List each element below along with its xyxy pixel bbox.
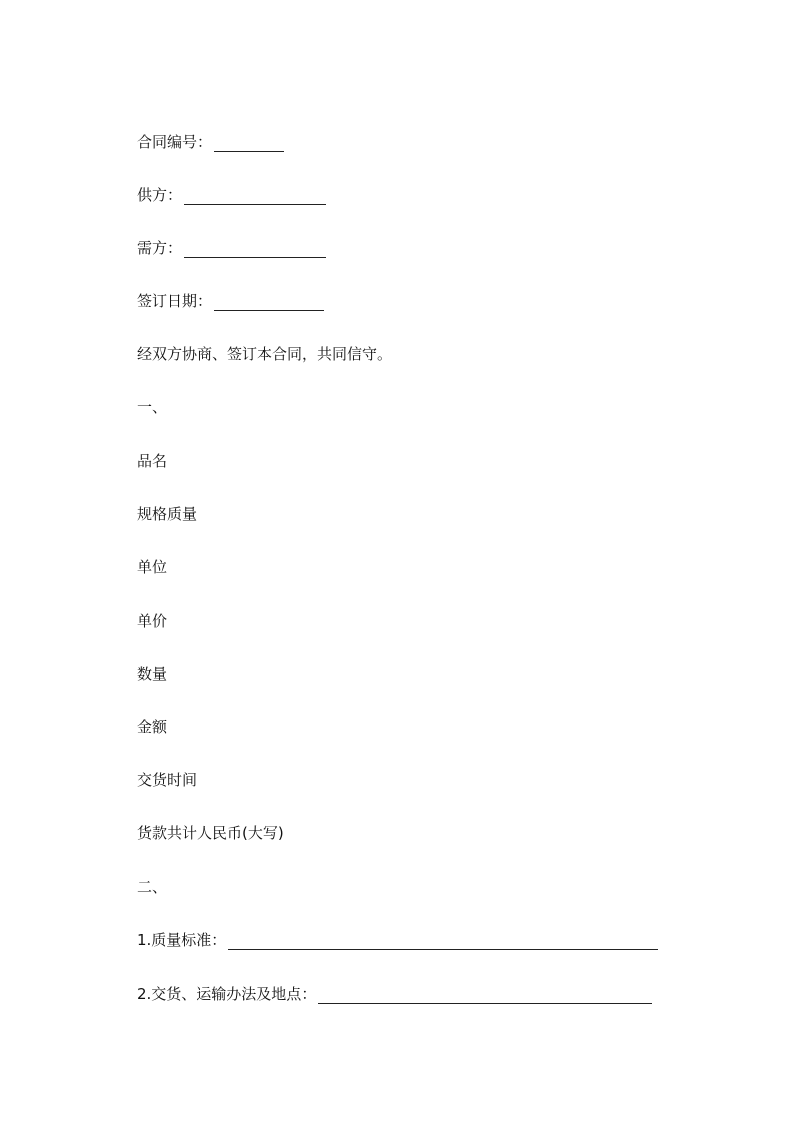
buyer-row <box>137 238 326 258</box>
delivery-transport-blank[interactable] <box>318 987 652 1004</box>
item-quantity: 数量 <box>137 665 168 683</box>
section-one-heading: 一、 <box>137 398 168 416</box>
sign-date-label: 签订日期： <box>137 292 213 310</box>
delivery-transport-label: 2.交货、运输办法及地点： <box>137 985 317 1003</box>
item-spec-quality: 规格质量 <box>137 505 198 523</box>
sign-date-blank[interactable] <box>214 294 324 311</box>
buyer-blank[interactable] <box>184 241 326 258</box>
section-two-heading: 二、 <box>137 878 168 896</box>
supplier-label: 供方： <box>137 186 183 204</box>
intro-text: 经双方协商、签订本合同，共同信守。 <box>137 345 393 363</box>
quality-standard-blank[interactable] <box>228 933 658 950</box>
supplier-blank[interactable] <box>184 188 326 205</box>
contract-number-blank[interactable] <box>214 135 284 152</box>
item-name: 品名 <box>137 452 168 470</box>
contract-number-label: 合同编号： <box>137 133 213 151</box>
item-amount: 金额 <box>137 718 168 736</box>
item-delivery-time: 交货时间 <box>137 771 198 789</box>
quality-standard-label: 1.质量标准： <box>137 931 227 949</box>
item-unit-price: 单价 <box>137 612 168 630</box>
quality-standard-row <box>137 930 658 950</box>
sign-date-row <box>137 291 324 311</box>
contract-number-row <box>137 132 284 152</box>
item-total-rmb: 货款共计人民币(大写) <box>137 824 284 842</box>
item-unit: 单位 <box>137 558 168 576</box>
supplier-row <box>137 185 326 205</box>
delivery-transport-row <box>137 984 652 1004</box>
buyer-label: 需方： <box>137 239 183 257</box>
